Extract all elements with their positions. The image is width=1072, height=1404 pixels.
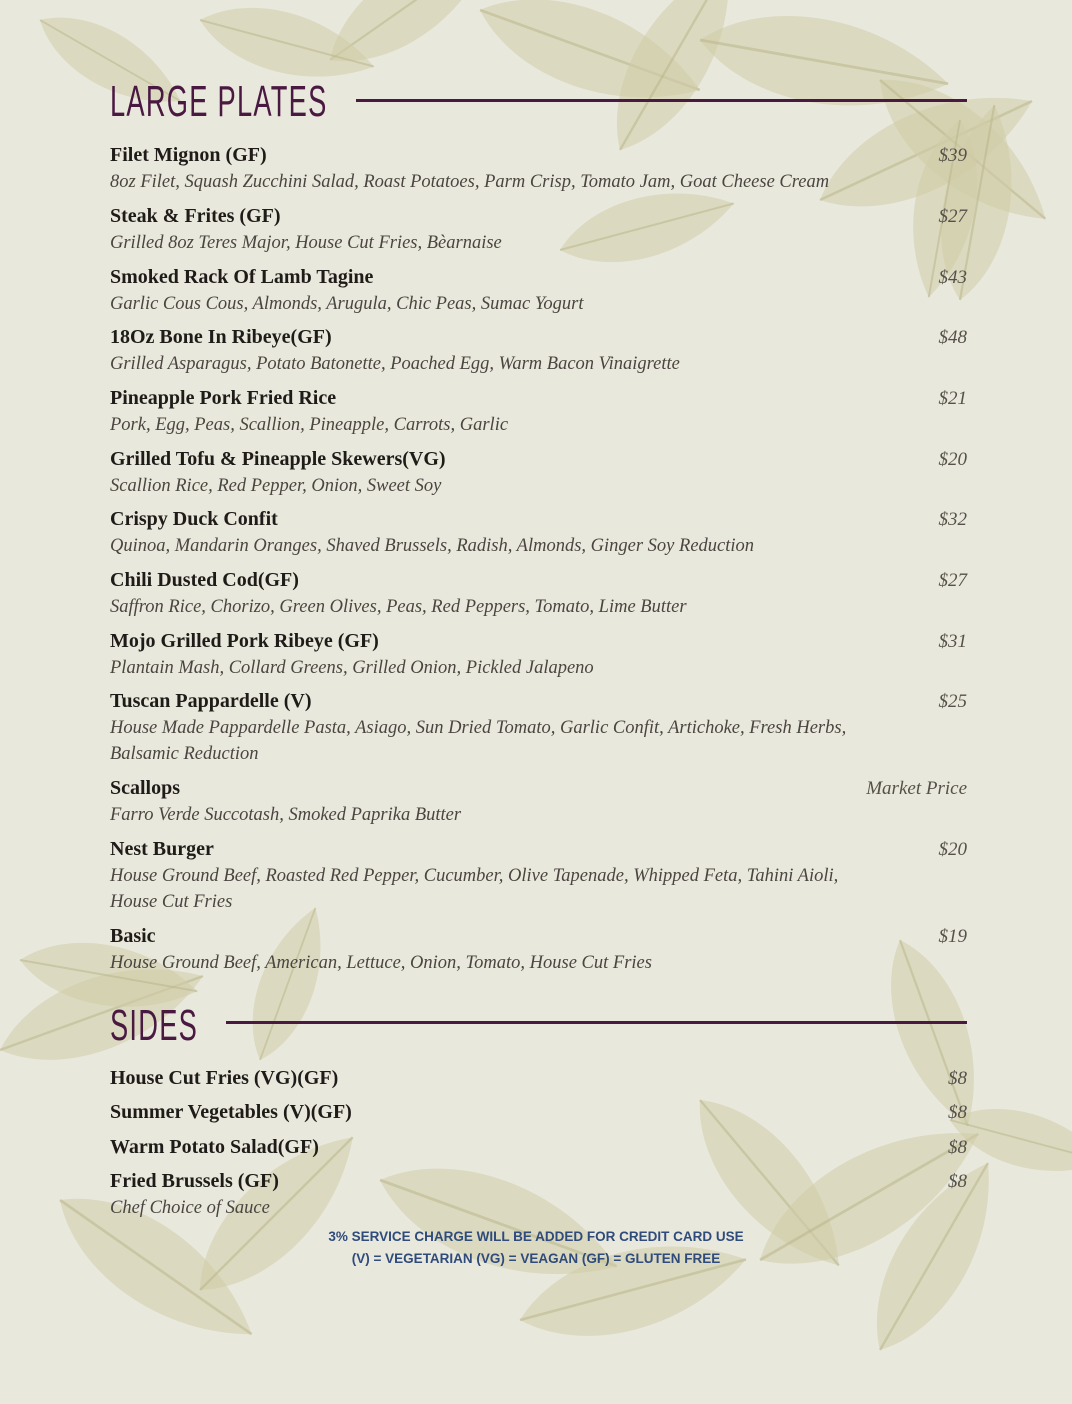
item-price: $21 [938, 388, 967, 409]
menu-item-chili-cod [110, 567, 967, 620]
item-name: Nest Burger [110, 838, 214, 860]
item-price: $43 [938, 267, 967, 288]
menu-item-basic [110, 923, 967, 976]
item-description: House Ground Beef, Roasted Red Pepper, Cucumber, Olive Tapenade, Whipped Feta, Tahini Aioli, House Cut Fries [110, 866, 839, 912]
item-name: House Cut Fries (VG)(GF) [110, 1067, 339, 1089]
item-description: House Made Pappardelle Pasta, Asiago, Sun Dried Tomato, Garlic Confit, Artichoke, Fresh Herbs, Balsamic Reduction [110, 718, 847, 764]
item-name: 18Oz Bone In Ribeye(GF) [110, 326, 332, 348]
item-description: Chef Choice of Sauce [110, 1198, 270, 1218]
menu-notes [0, 1226, 1072, 1270]
menu-item-tofu-skewers [110, 446, 967, 499]
item-name: Tuscan Pappardelle (V) [110, 690, 312, 712]
item-description: Grilled Asparagus, Potato Batonette, Poached Egg, Warm Bacon Vinaigrette [110, 354, 680, 374]
item-name: Filet Mignon (GF) [110, 144, 267, 166]
item-name: Smoked Rack Of Lamb Tagine [110, 266, 374, 288]
item-price: $31 [938, 631, 967, 652]
sides-rule [226, 1021, 967, 1024]
side-item-fried-brussels [110, 1168, 967, 1221]
menu-item-duck-confit [110, 506, 967, 559]
item-description: Plantain Mash, Collard Greens, Grilled Onion, Pickled Jalapeno [110, 658, 594, 678]
item-price: $48 [938, 327, 967, 348]
item-price: $39 [938, 145, 967, 166]
dietary-legend: (V) = VEGETARIAN (VG) = VEAGAN (GF) = GLUTEN FREE [351, 1251, 721, 1266]
item-description: Pork, Egg, Peas, Scallion, Pineapple, Carrots, Garlic [110, 415, 509, 435]
menu-item-lamb-tagine [110, 264, 967, 317]
menu-item-steak-frites [110, 203, 967, 256]
item-description: Garlic Cous Cous, Almonds, Arugula, Chic Peas, Sumac Yogurt [110, 294, 584, 314]
menu-item-ribeye [110, 324, 967, 377]
item-price: $8 [948, 1068, 967, 1089]
item-name: Crispy Duck Confit [110, 508, 278, 530]
menu-item-pappardelle [110, 688, 967, 767]
menu-item-scallops [110, 775, 967, 828]
menu-item-pork-ribeye [110, 628, 967, 681]
large-plates-header [110, 72, 967, 132]
side-item-house-fries [110, 1065, 967, 1092]
sides-title: SIDES [110, 1001, 199, 1050]
item-price: $32 [938, 509, 967, 530]
item-description: 8oz Filet, Squash Zucchini Salad, Roast Potatoes, Parm Crisp, Tomato Jam, Goat Cheese Cream [110, 172, 830, 192]
item-price: $8 [948, 1102, 967, 1123]
menu-item-nest-burger [110, 836, 967, 915]
item-price: $27 [938, 570, 967, 591]
side-item-potato-salad [110, 1134, 967, 1161]
item-description: Farro Verde Succotash, Smoked Paprika Butter [110, 805, 462, 825]
item-name: Grilled Tofu & Pineapple Skewers(VG) [110, 448, 446, 470]
item-name: Warm Potato Salad(GF) [110, 1136, 319, 1158]
item-price: Market Price [866, 778, 967, 799]
large-plates-rule [356, 99, 967, 102]
credit-card-notice: 3% SERVICE CHARGE WILL BE ADDED FOR CREDIT CARD USE [328, 1229, 744, 1244]
item-name: Basic [110, 925, 156, 947]
item-name: Fried Brussels (GF) [110, 1170, 279, 1192]
item-name: Mojo Grilled Pork Ribeye (GF) [110, 630, 379, 652]
item-price: $8 [948, 1137, 967, 1158]
menu-item-pork-fried-rice [110, 385, 967, 438]
item-price: $25 [938, 691, 967, 712]
sides-header [110, 996, 967, 1056]
item-name: Summer Vegetables (V)(GF) [110, 1101, 352, 1123]
item-price: $20 [938, 449, 967, 470]
item-name: Pineapple Pork Fried Rice [110, 387, 337, 409]
item-description: Scallion Rice, Red Pepper, Onion, Sweet Soy [110, 476, 442, 496]
item-description: House Ground Beef, American, Lettuce, Onion, Tomato, House Cut Fries [110, 953, 652, 973]
item-name: Steak & Frites (GF) [110, 205, 281, 227]
item-price: $20 [938, 839, 967, 860]
item-price: $27 [938, 206, 967, 227]
menu-item-filet-mignon [110, 142, 967, 195]
item-name: Scallops [110, 777, 181, 799]
side-item-summer-vegetables [110, 1099, 967, 1126]
large-plates-title: LARGE PLATES [110, 77, 328, 126]
item-price: $19 [938, 926, 967, 947]
item-name: Chili Dusted Cod(GF) [110, 569, 299, 591]
item-description: Quinoa, Mandarin Oranges, Shaved Brussels, Radish, Almonds, Ginger Soy Reduction [110, 536, 755, 556]
item-price: $8 [948, 1171, 967, 1192]
item-description: Saffron Rice, Chorizo, Green Olives, Peas, Red Peppers, Tomato, Lime Butter [110, 597, 687, 617]
item-description: Grilled 8oz Teres Major, House Cut Fries, Bèarnaise [110, 233, 502, 253]
